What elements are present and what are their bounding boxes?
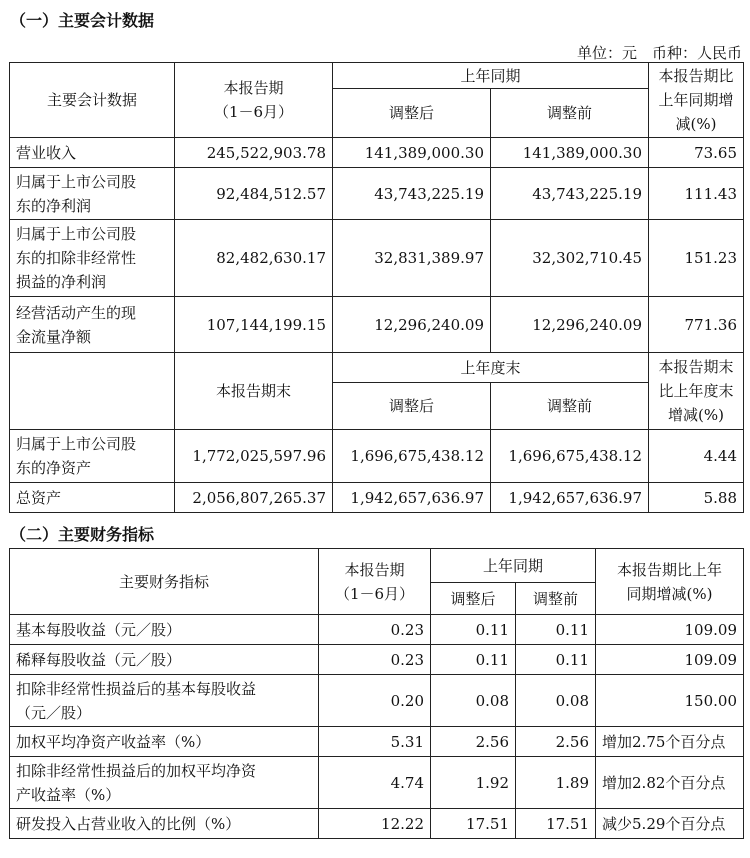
change-value: 111.43 — [649, 168, 744, 220]
adjusted-value: 2.56 — [431, 727, 516, 757]
row-label: 归属于上市公司股 东的扣除非经常性 损益的净利润 — [10, 220, 175, 297]
row-label: 营业收入 — [10, 138, 175, 168]
row-label: 扣除非经常性损益后的基本每股收益 （元／股） — [10, 675, 319, 727]
before-adjustment-value: 0.08 — [516, 675, 596, 727]
header-before-adjustment: 调整前 — [491, 89, 649, 138]
adjusted-value: 17.51 — [431, 809, 516, 839]
header-prior-period: 上年同期 — [333, 63, 649, 89]
header-before-adjustment: 调整前 — [516, 583, 596, 615]
row-label: 基本每股收益（元／股） — [10, 615, 319, 645]
key-accounting-data-table — [9, 62, 744, 513]
current-value: 4.74 — [319, 757, 431, 809]
header-current-period-end: 本报告期末 — [175, 353, 333, 430]
adjusted-value: 0.08 — [431, 675, 516, 727]
header-change: 本报告期比上年 同期增减(%) — [596, 549, 744, 615]
row-label: 归属于上市公司股 东的净资产 — [10, 430, 175, 483]
current-value: 107,144,199.15 — [175, 297, 333, 353]
header-adjusted: 调整后 — [333, 89, 491, 138]
current-value: 82,482,630.17 — [175, 220, 333, 297]
header-prior-period: 上年同期 — [431, 549, 596, 583]
change-value: 增加2.75个百分点 — [596, 727, 744, 757]
header-item: 主要会计数据 — [10, 63, 175, 138]
key-financial-indicators-table — [9, 548, 744, 839]
current-value: 5.31 — [319, 727, 431, 757]
row-label: 加权平均净资产收益率（%） — [10, 727, 319, 757]
current-value: 0.23 — [319, 615, 431, 645]
change-value: 771.36 — [649, 297, 744, 353]
before-adjustment-value: 17.51 — [516, 809, 596, 839]
header-change: 本报告期比 上年同期增 减(%) — [649, 63, 744, 138]
table-row — [10, 757, 744, 809]
header-prior-year-end: 上年度末 — [333, 353, 649, 383]
row-label: 研发投入占营业收入的比例（%） — [10, 809, 319, 839]
header-adjusted: 调整后 — [333, 383, 491, 430]
before-adjustment-value: 32,302,710.45 — [491, 220, 649, 297]
change-value: 73.65 — [649, 138, 744, 168]
header-change-ye: 本报告期末 比上年度末 增减(%) — [649, 353, 744, 430]
row-label: 总资产 — [10, 483, 175, 513]
table-row — [10, 675, 744, 727]
row-label: 稀释每股收益（元／股） — [10, 645, 319, 675]
table-row — [10, 727, 744, 757]
header-current-period: 本报告期 （1－6月） — [175, 63, 333, 138]
change-value: 109.09 — [596, 645, 744, 675]
before-adjustment-value: 1,696,675,438.12 — [491, 430, 649, 483]
table-row — [10, 615, 744, 645]
current-value: 1,772,025,597.96 — [175, 430, 333, 483]
current-value: 2,056,807,265.37 — [175, 483, 333, 513]
current-value: 92,484,512.57 — [175, 168, 333, 220]
before-adjustment-value: 141,389,000.30 — [491, 138, 649, 168]
change-value: 增加2.82个百分点 — [596, 757, 744, 809]
table-row — [10, 645, 744, 675]
change-value: 151.23 — [649, 220, 744, 297]
table-row — [10, 168, 744, 220]
adjusted-value: 0.11 — [431, 615, 516, 645]
change-value: 减少5.29个百分点 — [596, 809, 744, 839]
section1-title: （一）主要会计数据 — [10, 11, 155, 30]
header-current-period: 本报告期 （1－6月） — [319, 549, 431, 615]
header-adjusted: 调整后 — [431, 583, 516, 615]
before-adjustment-value: 43,743,225.19 — [491, 168, 649, 220]
adjusted-value: 1,696,675,438.12 — [333, 430, 491, 483]
row-label: 经营活动产生的现 金流量净额 — [10, 297, 175, 353]
table-row — [10, 809, 744, 839]
adjusted-value: 32,831,389.97 — [333, 220, 491, 297]
before-adjustment-value: 0.11 — [516, 615, 596, 645]
section2-title: （二）主要财务指标 — [10, 525, 155, 544]
before-adjustment-value: 2.56 — [516, 727, 596, 757]
row-label: 扣除非经常性损益后的加权平均净资 产收益率（%） — [10, 757, 319, 809]
before-adjustment-value: 1.89 — [516, 757, 596, 809]
header-item: 主要财务指标 — [10, 549, 319, 615]
change-value: 109.09 — [596, 615, 744, 645]
adjusted-value: 0.11 — [431, 645, 516, 675]
adjusted-value: 141,389,000.30 — [333, 138, 491, 168]
current-value: 0.20 — [319, 675, 431, 727]
change-value: 150.00 — [596, 675, 744, 727]
table-row — [10, 138, 744, 168]
before-adjustment-value: 12,296,240.09 — [491, 297, 649, 353]
table-row — [10, 430, 744, 483]
currency-unit: 单位：元 币种：人民币 — [576, 44, 742, 62]
current-value: 0.23 — [319, 645, 431, 675]
change-value: 5.88 — [649, 483, 744, 513]
table-row — [10, 220, 744, 297]
current-value: 245,522,903.78 — [175, 138, 333, 168]
row-label: 归属于上市公司股 东的净利润 — [10, 168, 175, 220]
adjusted-value: 12,296,240.09 — [333, 297, 491, 353]
adjusted-value: 43,743,225.19 — [333, 168, 491, 220]
adjusted-value: 1.92 — [431, 757, 516, 809]
adjusted-value: 1,942,657,636.97 — [333, 483, 491, 513]
before-adjustment-value: 1,942,657,636.97 — [491, 483, 649, 513]
change-value: 4.44 — [649, 430, 744, 483]
table-row — [10, 483, 744, 513]
table-row — [10, 297, 744, 353]
blank-cell — [10, 353, 175, 430]
before-adjustment-value: 0.11 — [516, 645, 596, 675]
current-value: 12.22 — [319, 809, 431, 839]
header-before-adjustment: 调整前 — [491, 383, 649, 430]
